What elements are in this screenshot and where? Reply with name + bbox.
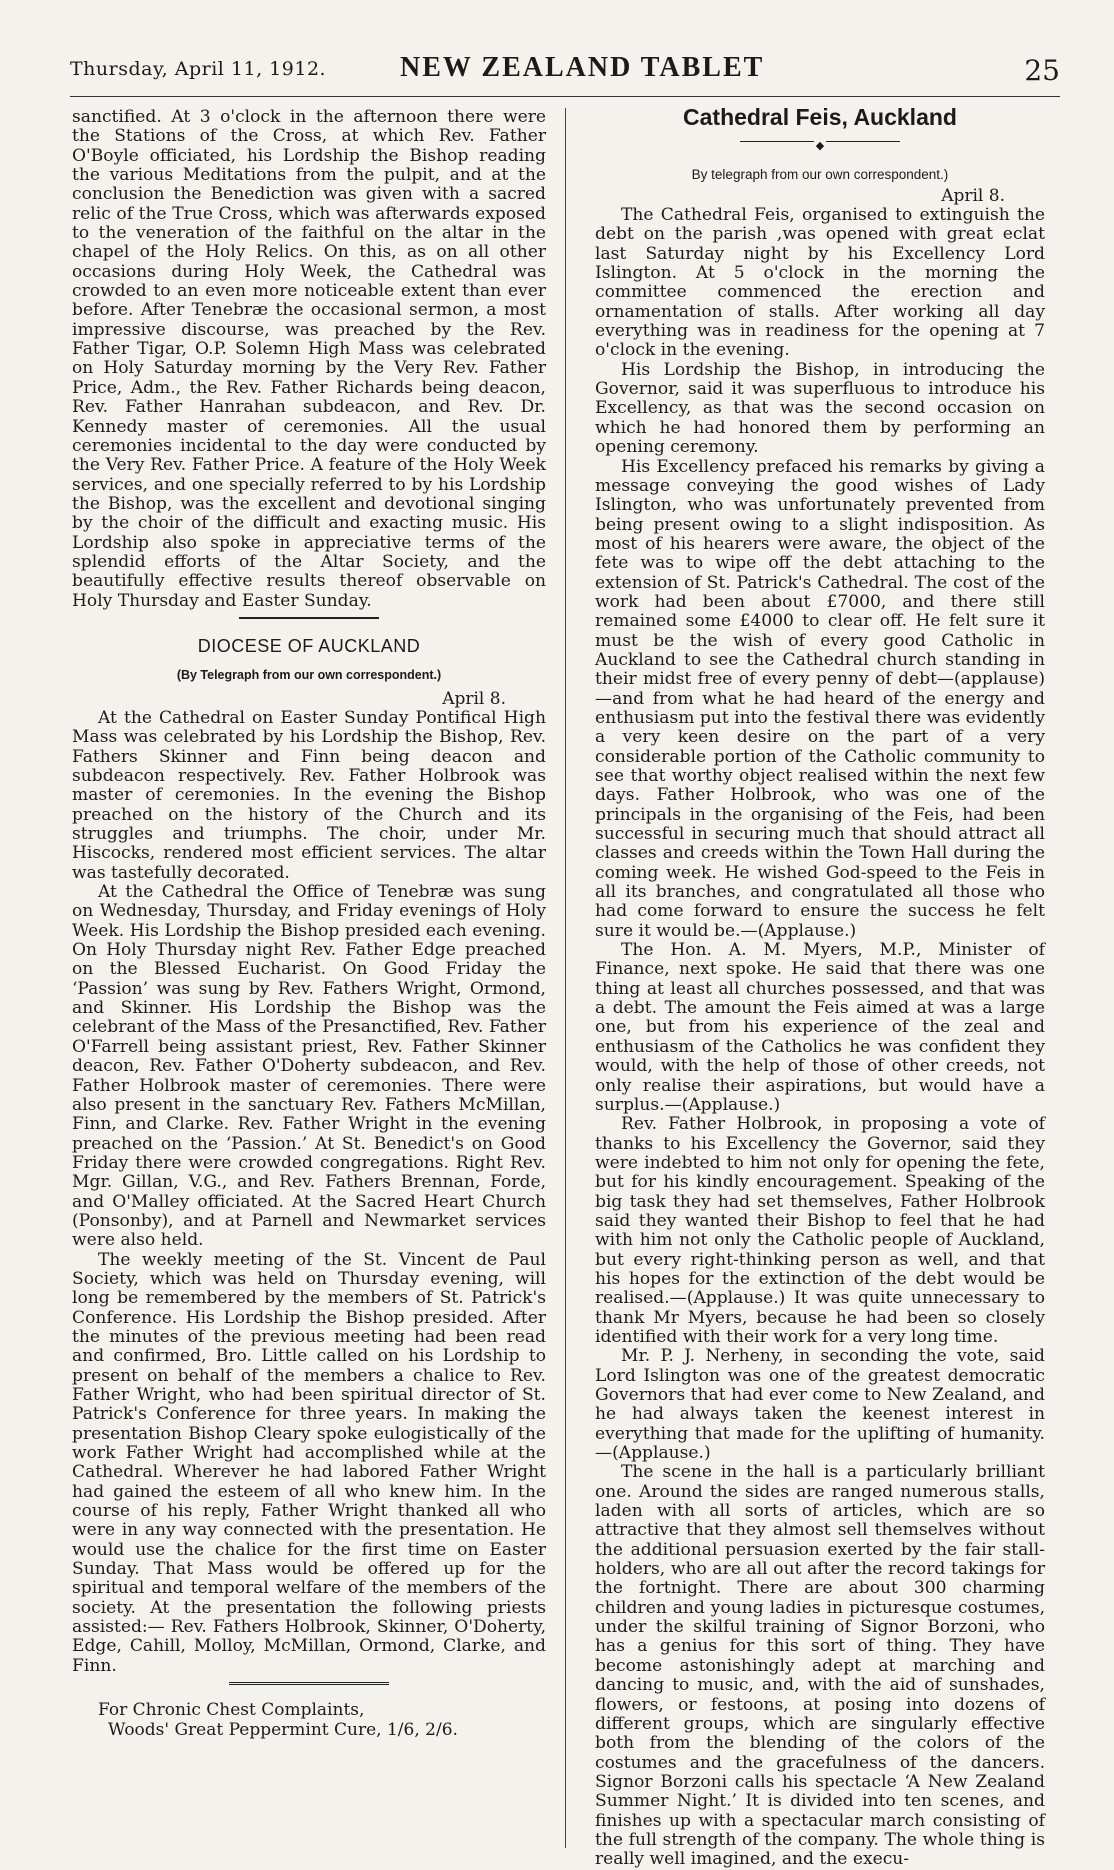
article-paragraph: The weekly meeting of the St. Vincent de Paul Society, which was held on Thursday evening, will long be remembered by the members of St. Patrick's Conference. His Lordship the Bishop presided. After the minutes of the previous meeting had been read and confirmed, Bro. Little called on his Lordship to present on behalf of the members a chalice to Rev. Father Wright, who had been spiritual director of St. Patrick's Conference for three years. In making the presentation Bishop Cleary spoke eulogistically of the work Father Wright had accomplished while at the Cathedral. Wherever he had labored Father Wright had gained the esteem of all who knew him. In the course of his reply, Father Wright thanked all who were in any way connected with the presentation. He would use the chalice for the first time on Easter Sunday. That Mass would be offered up for the spiritual and temporal welfare of the members of the society. At the presentation the following priests assisted:— Rev. Fathers Holbrook, Skinner, O'Doherty, Edge, Cahill, Molloy, McMillan, Ormond, Clarke, and Finn. — [72, 1249, 546, 1676]
dateline: April 8. — [442, 688, 506, 709]
article-paragraph: The scene in the hall is a particularly brilliant one. Around the sides are ranged numerous stalls, laden with all sorts of articles, which are so attractive that they almost sell themselves without the additional persuasion exerted by the fair stall-holders, who are all out after the record takings for the fortnight. There are about 300 charming children and young ladies in picturesque costumes, under the skilful training of Signor Borzoni, who has a genius for this sort of thing. They have become astonishingly adept at marching and dancing to music, and, with the aid of sunshades, flowers, or festoons, at posing into dozens of different groups, which are singularly effective both from the blending of the colors of the costumes and the gracefulness of the dancers. Signor Borzoni calls his spectacle ‘A New Zealand Summer Night.’ It is divided into ten scenes, and finishes up with a spectacular march consisting of the full strength of the company. The whole thing is really well imagined, and the execu- — [595, 1462, 1045, 1870]
telegraph-byline: (By Telegraph from our own correspondent.) — [176, 668, 442, 683]
article-paragraph: His Lordship the Bishop, in introducing the Governor, said it was superfluous to introduce his Excellency, as that was the second occasion on which he had honored them by performing an opening ceremony. — [595, 359, 1045, 458]
dateline: April 8. — [941, 185, 1005, 206]
issue-date: Thursday, April 11, 1912. — [70, 58, 327, 80]
ad-line: Woods' Great Peppermint Cure, 1/6, 2/6. — [108, 1719, 458, 1740]
ad-line: For Chronic Chest Complaints, — [98, 1700, 365, 1721]
article-paragraph: The Cathedral Feis, organised to extinguish the debt on the parish ,was opened with great eclat last Saturday night by his Excellency Lord Islington. At 5 o'clock in the morning the committee commenced the erection and ornamentation of stalls. After working all day everything was in readiness for the opening at 7 o'clock in the evening. — [595, 205, 1045, 361]
article-paragraph: At the Cathedral the Office of Tenebræ was sung on Wednesday, Thursday, and Friday evenings of Holy Week. His Lordship the Bishop presided each evening. On Holy Thursday night Rev. Father Edge preached on the Blessed Eucharist. On Good Friday the ‘Passion’ was sung by Rev. Fathers Wright, Ormond, and Skinner. His Lordship the Bishop was the celebrant of the Mass of the Presanctified, Rev. Father O'Farrell being assistant priest, Rev. Father Skinner deacon, Rev. Father O'Doherty subdeacon, and Rev. Father Holbrook master of ceremonies. There were also present in the sanctuary Rev. Fathers McMillan, Finn, and Clarke. Rev. Father Wright in the evening preached on the ‘Passion.’ At St. Benedict's on Good Friday there were crowded congregations. Right Rev. Mgr. Gillan, V.G., and Rev. Fathers Brennan, Forde, and O'Malley officiated. At the Sacred Heart Church (Ponsonby), and at Parnell and Newmarket services were also held. — [72, 882, 546, 1251]
title-ornament — [740, 135, 900, 153]
article-paragraph: His Excellency prefaced his remarks by giving a message conveying the good wishes of Lady Islington, who was unfortunately prevented from being present owing to a slight indisposition. As most of his hearers were aware, the object of the fete was to wipe off the debt attaching to the extension of St. Patrick's Cathedral. The cost of the work had been about £7000, and there still remained some £4000 to clear off. He felt sure it must be the wish of every good Catholic in Auckland to see the Cathedral church standing in their midst free of every penny of debt—(applause)—and from what he had heard of the energy and enthusiasm put into the festival there was evidently a very keen desire on the part of a very considerable portion of the Catholic community to see that worthy object realised within the next few days. Father Holbrook, who was one of the principals in the organising of the Feis, had been successful in securing much that should attract all classes and creeds within the Town Hall during the coming week. He wished God-speed to the Feis in all its branches, and congratulated all those who had come forward to ensure the success he felt sure it would be.—(Applause.) — [595, 456, 1045, 941]
left-column — [72, 108, 546, 1740]
advertisement — [72, 1701, 546, 1740]
end-rule — [229, 1682, 389, 1685]
diamond-icon: ◆ — [815, 139, 825, 153]
publication-title: NEW ZEALAND TABLET — [400, 52, 765, 83]
article-paragraph: Rev. Father Holbrook, in proposing a vote of thanks to his Excellency the Governor, said they were indebted to him not only for opening the fete, but for his kindly encouragement. Speaking of the big task they had set themselves, Father Holbrook said they wanted their Bishop to feel that he had with him not only the Catholic people of Auckland, but every right-thinking person as well, and that his hopes for the extinction of the debt would be realised.—(Applause.) It was quite unnecessary to thank Mr Myers, because he had been so closely identified with their work for a very long time. — [595, 1114, 1045, 1347]
article-title-cathedral-feis: Cathedral Feis, Auckland — [683, 104, 957, 130]
article-paragraph: At the Cathedral on Easter Sunday Pontifical High Mass was celebrated by his Lordship the Bishop, Rev. Fathers Skinner and Finn being deacon and subdeacon respectively. Rev. Father Holbrook was master of ceremonies. In the evening the Bishop preached on the history of the Church and its struggles and triumphs. The choir, under Mr. Hiscocks, rendered most efficient services. The altar was tastefully decorated. — [72, 707, 546, 883]
holy-week-continued-paragraph: sanctified. At 3 o'clock in the afternoon there were the Stations of the Cross, at which Rev. Father O'Boyle officiated, his Lordship the Bishop reading the various Meditations from the pulpit, and at the conclusion the Benediction was given with a sacred relic of the True Cross, which was afterwards exposed to the veneration of the faithful on the altar in the chapel of the Holy Relics. On this, as on all other occasions during Holy Week, the Cathedral was crowded to an even more noticeable extent than ever before. After Tenebræ the occasional sermon, a most impressive discourse, was preached by the Rev. Father Tigar, O.P. Solemn High Mass was celebrated on Holy Saturday morning by the Very Rev. Father Price, Adm., the Rev. Father Richards being deacon, Rev. Father Hanrahan subdeacon, and Rev. Dr. Kennedy master of ceremonies. All the usual ceremonies incidental to the day were conducted by the Very Rev. Father Price. A feature of the Holy Week services, and one specially referred to by his Lordship the Bishop, was the excellent and devotional singing by the choir of the difficult and exacting music. His Lordship also spoke in appreciative terms of the splendid efforts of the Altar Society, and the beautifully effective results thereof observable on Holy Thursday and Easter Sunday. — [72, 107, 546, 611]
right-column — [595, 104, 1045, 1870]
article-paragraph: Mr. P. J. Nerheny, in seconding the vote, said Lord Islington was one of the greatest democratic Governors that had ever come to New Zealand, and he had always taken the keenest interest in everything that made for the uplifting of humanity.—(Applause.) — [595, 1346, 1045, 1464]
masthead — [70, 52, 1060, 97]
section-title-diocese-of-auckland: DIOCESE OF AUCKLAND — [197, 635, 421, 656]
section-rule — [239, 617, 379, 619]
page-number: 25 — [1024, 54, 1060, 87]
column-divider — [565, 108, 566, 1848]
telegraph-byline: By telegraph from our own correspondent.) — [691, 167, 949, 183]
article-paragraph: The Hon. A. M. Myers, M.P., Minister of Finance, next spoke. He said that there was one thing at least all churches possessed, and that was a debt. The amount the Feis aimed at was a large one, but from his experience of the zeal and enthusiasm of the Catholics he was confident they would, with the help of those of other creeds, not only realise their aspirations, but would have a surplus.—(Applause.) — [595, 940, 1045, 1115]
